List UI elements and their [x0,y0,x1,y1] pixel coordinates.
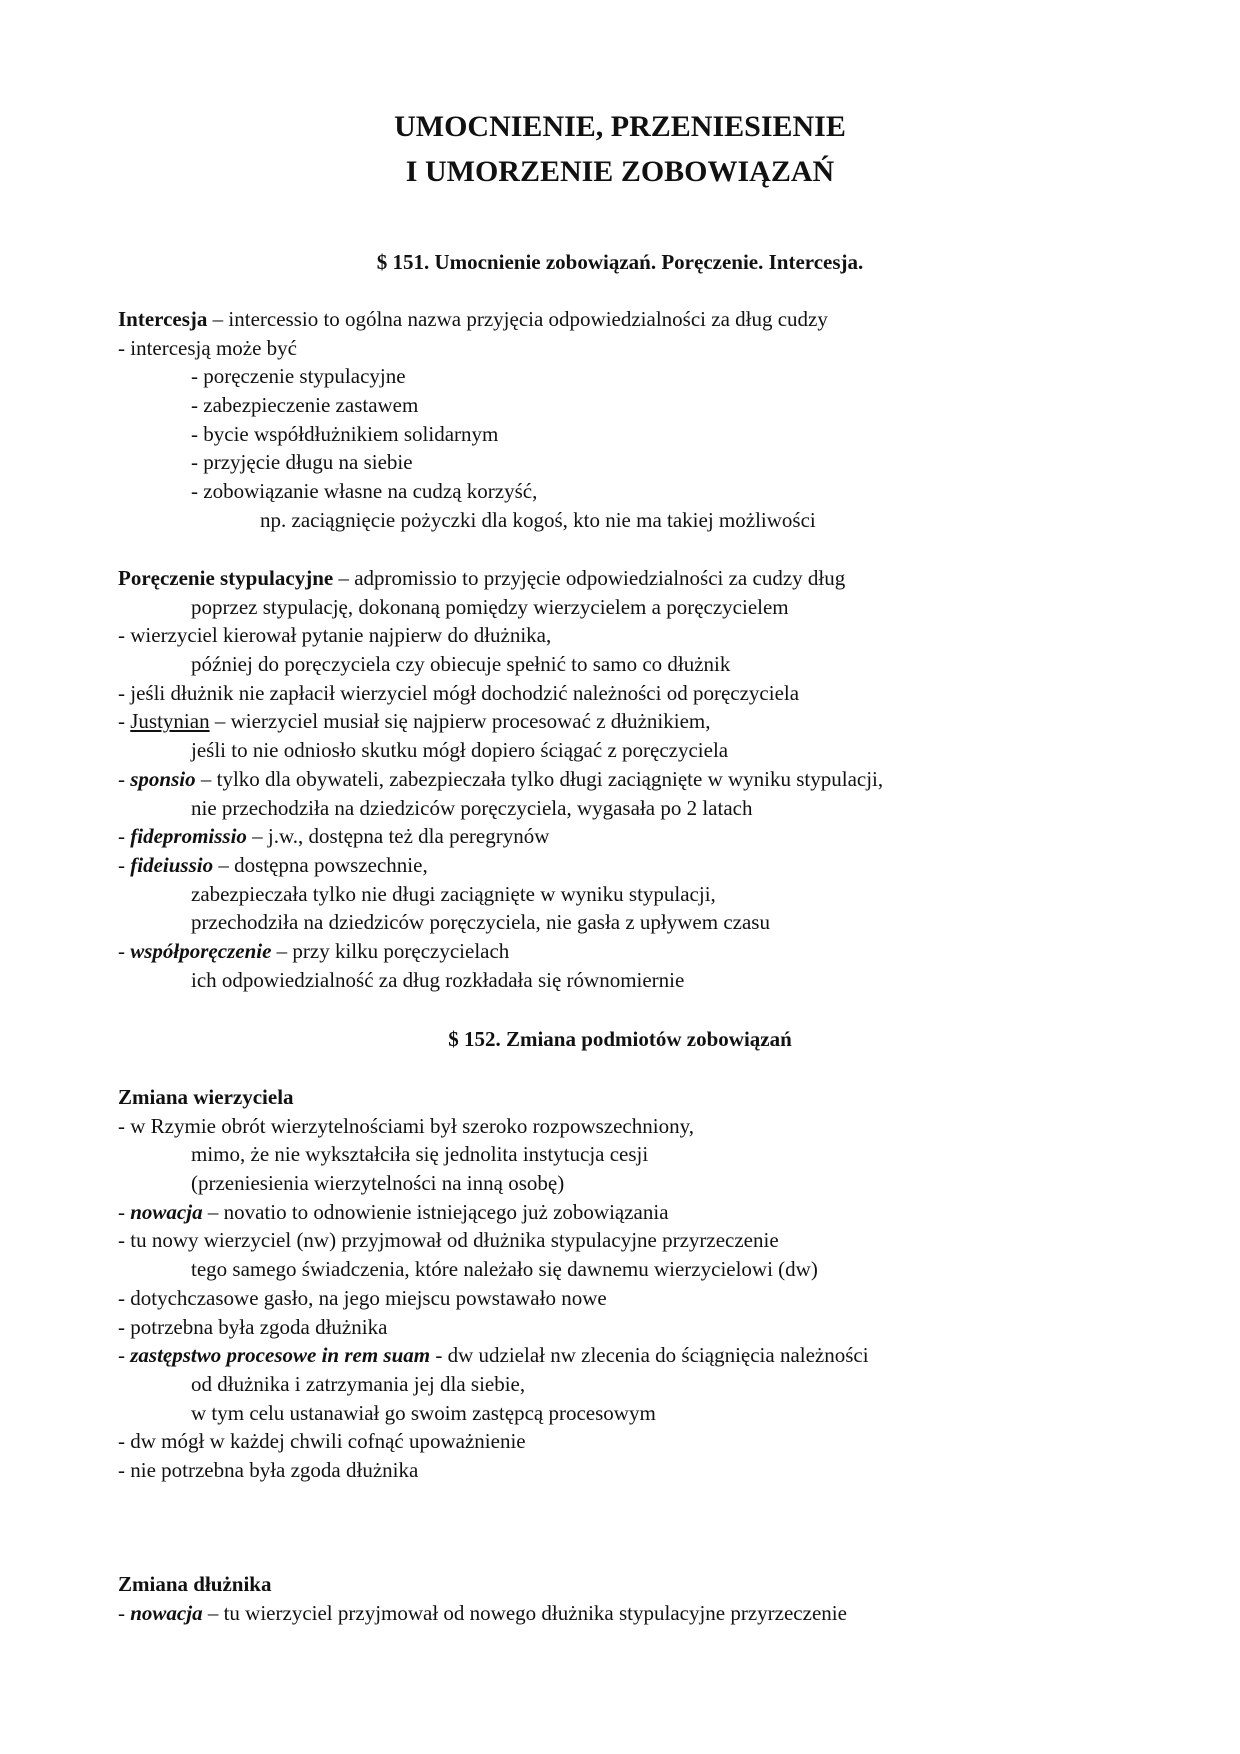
zmiana-dluznika-heading: Zmiana dłużnika [118,1572,272,1596]
list-item: - dotychczasowe gasło, na jego miejscu powstawało nowe [118,1285,607,1310]
list-item: - zobowiązanie własne na cudzą korzyść, [191,479,538,504]
list-item: - tu nowy wierzyciel (nw) przyjmował od dłużnika stypulacyjne przyrzeczenie [118,1228,779,1253]
poreczenie-block: Poręczenie stypulacyjne – adpromissio to przyjęcie odpowiedzialności za cudzy dług poprzez stypulację, dokonaną pomiędzy wierzycielem a poręczycielem - wierzyciel kierował pytanie najpierw do dłużnika, później do poręczyciela czy obiecuje spełnić to samo co dłużnik - jeśli dłużnik nie zapłacił wierzyciel mógł dochodzić należności od poręczyciela - Justynian – wierzyciel musiał się najpierw procesować z dłużnikiem, jeśli to nie odniosło skutku mógł dopiero ściągać z poręczyciela - sponsio – tylko dla obywateli, zabezpieczała tylko długi zaciągnięte w wyniku stypulacji, nie przechodziła na dziedziców poręczyciela, wygasała po 2 latach - fidepromissio – j.w., dostępna też dla peregrynów - fideiussio – dostępna powszechnie, zabezpieczała tylko nie długi zaciągnięte w wyniku stypulacji, przechodziła na dziedziców poręczyciela, nie gasła z upływem czasu - współporęczenie – przy kilku poręczycielach ich odpowiedzialność za dług rozkładała się równomiernie [118,564,1138,994]
title-line-2: I UMORZENIE ZOBOWIĄZAŃ [405,155,835,188]
zmiana-wierzyciela-heading: Zmiana wierzyciela [118,1085,294,1109]
list-item: - przyjęcie długu na siebie [191,450,413,475]
section-152-heading: $ 152. Zmiana podmiotów zobowiązań [448,1027,792,1051]
list-item: - bycie współdłużnikiem solidarnym [191,421,499,446]
list-item: - zastępstwo procesowe in rem suam - dw udzielał nw zlecenia do ściągnięcia należności [118,1343,869,1368]
zastepstwo-term: zastępstwo procesowe in rem suam [130,1343,431,1368]
list-item: - fideiussio – dostępna powszechnie, [118,852,428,877]
list-item: - nowacja – novatio to odnowienie istniejącego już zobowiązania [118,1199,669,1224]
title-line-1: UMOCNIENIE, PRZENIESIENIE [394,110,846,143]
intercesja-definition: Intercesja – intercessio to ogólna nazwa przyjęcia odpowiedzialności za dług cudzy [118,307,828,331]
nowacja-term: nowacja [130,1199,203,1224]
justynian-term: Justynian [130,709,210,734]
list-item: - jeśli dłużnik nie zapłacił wierzyciel mógł dochodzić należności od poręczyciela [118,680,800,705]
intercesja-intro: - intercesją może być [118,335,297,360]
document-title [0,104,1240,194]
poreczenie-term: Poręczenie stypulacyjne [118,566,334,590]
list-item: - wierzyciel kierował pytanie najpierw do dłużnika, [118,623,552,648]
poreczenie-definition: Poręczenie stypulacyjne – adpromissio to przyjęcie odpowiedzialności za cudzy dług [118,566,846,590]
intercesja-term: Intercesja [118,307,208,331]
wspolporeczenie-term: współporęczenie [130,938,272,963]
sponsio-term: sponsio [130,766,196,791]
list-item: - poręczenie stypulacyjne [191,364,406,389]
zmiana-dluznika-block [118,1570,1138,1627]
list-item: - potrzebna była zgoda dłużnika [118,1314,388,1339]
zmiana-wierzyciela-block: Zmiana wierzyciela - w Rzymie obrót wierzytelnościami był szeroko rozpowszechniony, mimo, że nie wykształciła się jednolita instytucja cesji (przeniesienia wierzytelności na inną osobę) - nowacja – novatio to odnowienie istniejącego już zobowiązania - tu nowy wierzyciel (nw) przyjmował od dłużnika stypulacyjne przyrzeczenie tego samego świadczenia, które należało się dawnemu wierzycielowi (dw) - dotychczasowe gasło, na jego miejscu powstawało nowe - potrzebna była zgoda dłużnika - zastępstwo procesowe in rem suam - dw udzielał nw zlecenia do ściągnięcia należności od dłużnika i zatrzymania jej dla siebie, w tym celu ustanawiał go swoim zastępcą procesowym - dw mógł w każdej chwili cofnąć upoważnienie - nie potrzebna była zgoda dłużnika [118,1083,1138,1485]
list-item: - w Rzymie obrót wierzytelnościami był szeroko rozpowszechniony, [118,1113,694,1138]
fideiussio-term: fideiussio [130,852,214,877]
list-item: - nowacja – tu wierzyciel przyjmował od nowego dłużnika stypulacyjne przyrzeczenie [118,1600,847,1625]
list-item: - sponsio – tylko dla obywateli, zabezpieczała tylko długi zaciągnięte w wyniku stypulacji, [118,766,884,791]
section-151-heading: $ 151. Umocnienie zobowiązań. Poręczenie. Intercesja. [376,250,864,274]
list-item: - zabezpieczenie zastawem [191,393,419,418]
fidepromissio-term: fidepromissio [130,824,247,849]
list-item: - nie potrzebna była zgoda dłużnika [118,1457,419,1482]
list-item: - współporęczenie – przy kilku poręczycielach [118,938,510,963]
intercesja-block [118,305,1138,535]
list-item: - dw mógł w każdej chwili cofnąć upoważnienie [118,1429,526,1454]
list-item: - fidepromissio – j.w., dostępna też dla peregrynów [118,824,550,849]
list-item: - Justynian – wierzyciel musiał się najpierw procesować z dłużnikiem, [118,709,711,734]
nowacja-term: nowacja [130,1600,203,1625]
intercesja-example: np. zaciągnięcie pożyczki dla kogoś, kto nie ma takiej możliwości [260,507,816,532]
